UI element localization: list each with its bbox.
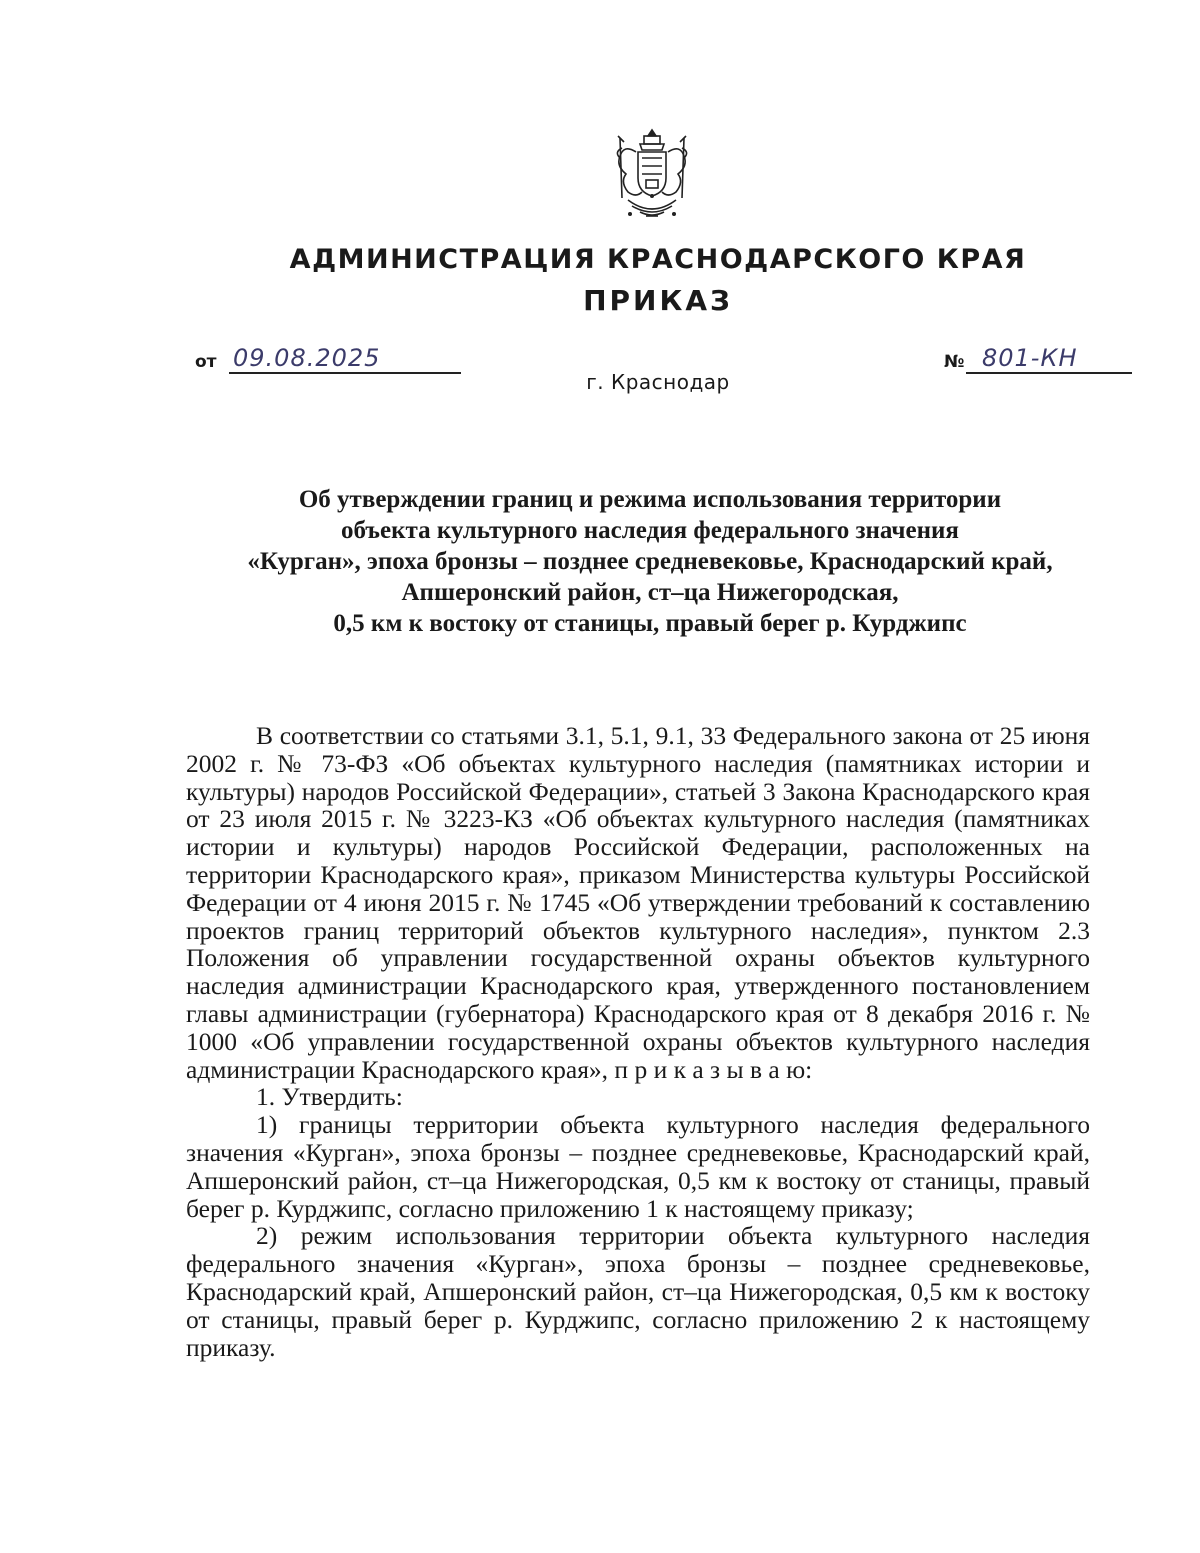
preamble-paragraph: В соответствии со статьями 3.1, 5.1, 9.1, 33 Федерального закона от 25 июня 2002 г. № 73-ФЗ «Об объектах культурного наследия (памятниках истории и культуры) народов Российской Федерации», статьей 3 Закона Краснодарского края от 23 июля 2015 г. № 3223-КЗ «Об объектах культурного наследия (памятниках истории и культуры) народов Российской Федерации, расположенных на территории Краснодарского края», приказом Министерства культуры Российской Федерации от 4 июня 2015 г. № 1745 «Об утверждении требований к составлению проектов границ территорий объектов культурного наследия», пунктом 2.3 Положения об управлении государственной охраны объектов культурного наследия администрации Краснодарского края, утвержденного постановлением главы администрации (губернатора) Краснодарского края от 8 декабря 2016 г. № 1000 «Об управлении государственной охраны объектов культурного наследия администрации Краснодарского края», п р и к а з ы в а ю: (186, 721, 1090, 1084)
city: г. Краснодар (586, 370, 730, 394)
organization-name: АДМИНИСТРАЦИЯ КРАСНОДАРСКОГО КРАЯ (289, 244, 1027, 275)
document-body (186, 722, 1090, 1361)
number-label: № (944, 352, 965, 372)
title-line: 0,5 км к востоку от станицы, правый берег р. Курджипс (333, 610, 967, 637)
title-line: объекта культурного наследия федерального значения (341, 517, 959, 544)
document-type: ПРИКАЗ (583, 284, 733, 317)
title-line: Апшеронский район, ст–ца Нижегородская, (401, 579, 899, 606)
coat-of-arms-icon (610, 128, 694, 222)
order-item-1-1: 1) границы территории объекта культурного наследия федерального значения «Курган», эпоха бронзы – позднее средневековье, Краснодарский край, Апшеронский район, ст–ца Нижегородская, 0,5 км к востоку от станицы, правый берег р. Курджипс, согласно приложению 1 к настоящему приказу; (186, 1110, 1090, 1223)
order-item-1: 1. Утвердить: (256, 1082, 403, 1112)
document-title (195, 484, 1105, 639)
coat-of-arms-emblem (610, 128, 694, 222)
number-value: 801-КН (966, 344, 1132, 374)
date-label: от (195, 352, 217, 372)
title-line: «Курган», эпоха бронзы – позднее средневековье, Краснодарский край, (247, 548, 1053, 575)
date-value: 09.08.2025 (229, 344, 461, 374)
order-item-1-2: 2) режим использования территории объекта культурного наследия федерального значения «Курган», эпоха бронзы – позднее средневековье, Краснодарский край, Апшеронский район, ст–ца Нижегородская, 0,5 км к востоку от станицы, правый берег р. Курджипс, согласно приложению 2 к настоящему приказу. (186, 1221, 1090, 1362)
title-line: Об утверждении границ и режима использования территории (298, 486, 1002, 513)
